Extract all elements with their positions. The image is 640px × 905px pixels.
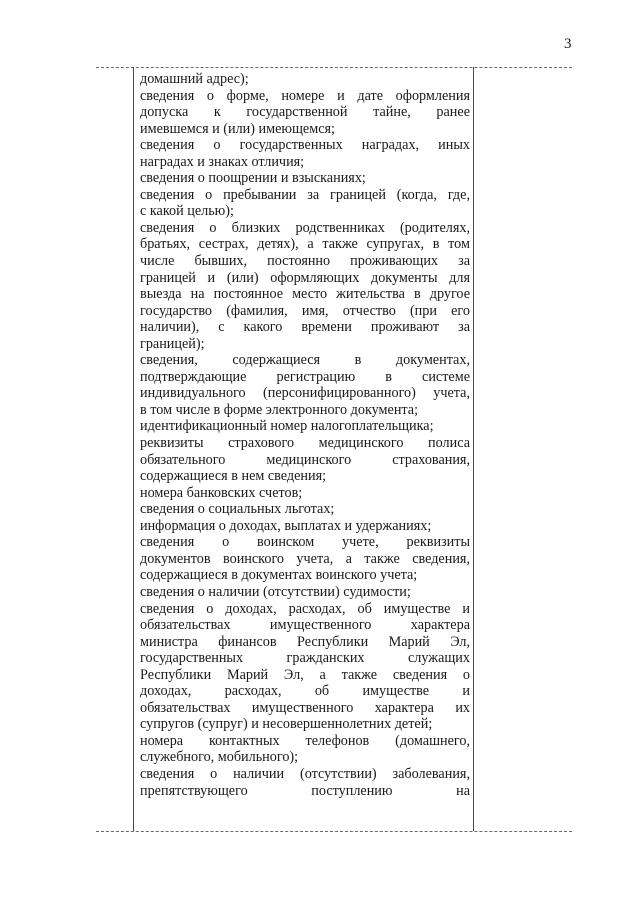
text-line: сведения о пребывании за границей (когда, где, — [140, 186, 470, 203]
text-line: министра финансов Республики Марий Эл, — [140, 633, 470, 650]
text-line: границей); — [140, 335, 205, 352]
text-line: обязательствах имущественного характера их — [140, 699, 470, 716]
text-line: государство (фамилия, имя, отчество (при его — [140, 302, 470, 319]
text-line: допуска к государственной тайне, ранее — [140, 104, 470, 121]
text-line: обязательного медицинского страхования, — [140, 451, 470, 468]
text-line: с какой целью); — [140, 203, 234, 220]
table-column-divider-right — [473, 67, 474, 831]
text-line: сведения о воинском учете, реквизиты — [140, 534, 470, 551]
text-line: документов воинского учета, а также сведения, — [140, 550, 470, 567]
table-bottom-border — [96, 831, 572, 832]
text-line: содержащиеся в документах воинского учета; — [140, 567, 418, 584]
text-line: номера контактных телефонов (домашнего, — [140, 732, 470, 749]
text-line: сведения, содержащиеся в документах, — [140, 352, 470, 369]
text-line: сведения о близких родственниках (родителях, — [140, 219, 470, 236]
text-line: информация о доходах, выплатах и удержаниях; — [140, 517, 432, 534]
text-line: подтверждающие регистрацию в системе — [140, 368, 470, 385]
text-line: идентификационный номер налогоплательщика; — [140, 418, 434, 435]
text-line: обязательствах имущественного характера — [140, 617, 470, 634]
text-line: выезда на постоянное место жительства в другое — [140, 286, 470, 303]
text-line: в том числе в форме электронного документа; — [140, 401, 419, 418]
text-line: доходах, расходах, об имуществе и — [140, 683, 470, 700]
text-line: сведения о государственных наградах, иных — [140, 137, 470, 154]
text-line: имевшемся и (или) имеющемся; — [140, 120, 335, 137]
text-line: номера банковских счетов; — [140, 484, 303, 501]
text-line: сведения о поощрении и взысканиях; — [140, 170, 366, 187]
text-line: сведения о форме, номере и дате оформления — [140, 87, 470, 104]
text-line: сведения о наличии (отсутствии) судимости; — [140, 583, 411, 600]
page-number: 3 — [564, 36, 572, 52]
text-line: наличии), с какого времени проживают за — [140, 319, 470, 336]
text-line: сведения о социальных льготах; — [140, 501, 335, 518]
text-line: сведения о наличии (отсутствии) заболевания, — [140, 765, 470, 782]
text-line: числе бывших, постоянно проживающих за — [140, 253, 470, 270]
text-line: реквизиты страхового медицинского полиса — [140, 435, 470, 452]
personal-data-list-cell — [140, 71, 470, 799]
text-line: братьях, сестрах, детях), а также супругах, в том — [140, 236, 470, 253]
table-column-divider-left — [133, 67, 134, 831]
text-line: содержащиеся в нем сведения; — [140, 468, 327, 485]
text-line: домашний адрес); — [140, 71, 249, 87]
text-line: наградах и знаках отличия; — [140, 153, 305, 170]
text-line: сведения о доходах, расходах, об имуществе и — [140, 600, 470, 617]
text-line: индивидуального (персонифицированного) учета, — [140, 385, 470, 402]
text-line: супругов (супруг) и несовершеннолетних детей; — [140, 716, 433, 733]
text-line: препятствующего поступлению на — [140, 782, 470, 799]
text-line: государственных гражданских служащих — [140, 650, 470, 667]
text-line: Республики Марий Эл, а также сведения о — [140, 666, 470, 683]
table-top-border — [96, 67, 572, 68]
text-line: границей и (или) оформляющих документы для — [140, 269, 470, 286]
text-line: служебного, мобильного); — [140, 749, 299, 766]
